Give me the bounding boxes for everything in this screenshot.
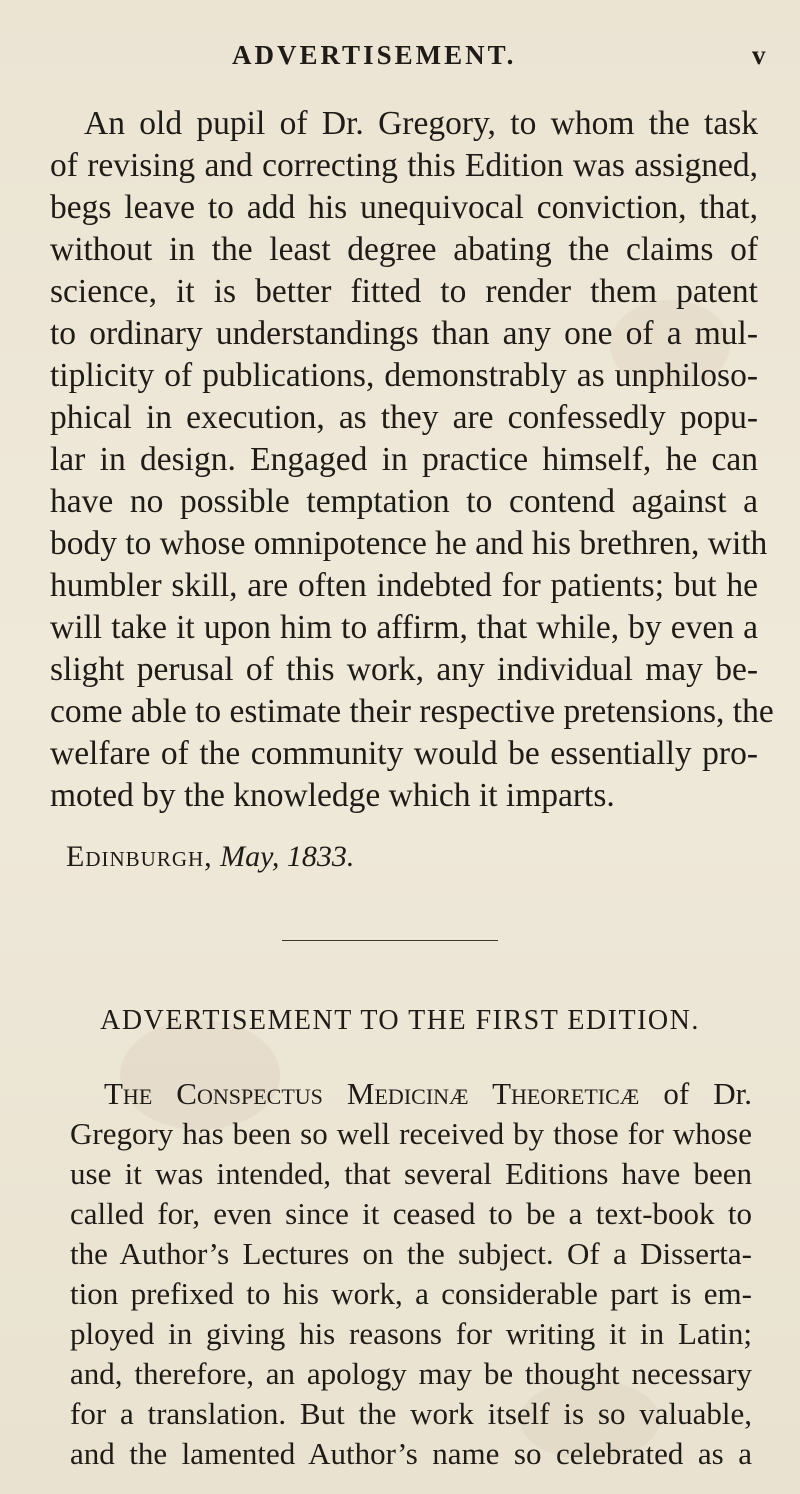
text-line: come able to estimate their respective pretensions, the	[50, 693, 774, 730]
title-tail: of Dr.	[639, 1076, 752, 1111]
text-line: body to whose omnipotence he and his brethren, with	[50, 525, 768, 562]
text-line: have no possible temptation to contend against a	[50, 483, 758, 520]
text-line: tion prefixed to his work, a considerable part is em-	[70, 1276, 752, 1311]
section-divider	[282, 940, 498, 941]
signature-place: Edinburgh,	[66, 840, 213, 873]
text-line: phical in execution, as they are confessedly popu-	[50, 399, 758, 436]
text-line: to ordinary understandings than any one of a mul-	[50, 315, 758, 352]
text-line: and, therefore, an apology may be thought necessary	[70, 1356, 752, 1391]
text-line: will take it upon him to affirm, that while, by even a	[50, 609, 758, 646]
signature-date: May, 1833.	[220, 840, 355, 873]
text-line: use it was intended, that several Editions have been	[70, 1156, 752, 1191]
section-heading: ADVERTISEMENT TO THE FIRST EDITION.	[100, 1005, 700, 1036]
title-words: The Conspectus Medicinæ Theoreticæ	[104, 1076, 640, 1111]
signature-line	[66, 840, 354, 874]
text-line: called for, even since it ceased to be a text-book to	[70, 1196, 752, 1231]
text-line: the Author’s Lectures on the subject. Of a Disserta-	[70, 1236, 752, 1271]
text-line: ployed in giving his reasons for writing it in Latin;	[70, 1316, 752, 1351]
text-line: science, it is better fitted to render them patent	[50, 273, 758, 310]
text-line: Gregory has been so well received by those for whose	[70, 1116, 752, 1151]
text-line: without in the least degree abating the claims of	[50, 231, 758, 268]
text-line	[104, 1074, 752, 1114]
page-number: v	[752, 40, 766, 70]
text-line: moted by the knowledge which it imparts.	[50, 777, 615, 814]
text-line: and the lamented Author’s name so celebrated as a	[70, 1436, 752, 1471]
text-line: humbler skill, are often indebted for patients; but he	[50, 567, 758, 604]
running-head	[0, 40, 800, 80]
text-line: tiplicity of publications, demonstrably as unphiloso-	[50, 357, 758, 394]
running-head-title: ADVERTISEMENT.	[232, 40, 517, 70]
text-line: begs leave to add his unequivocal conviction, that,	[50, 189, 758, 226]
text-line: slight perusal of this work, any individual may be-	[50, 651, 758, 688]
text-line: welfare of the community would be essentially pro-	[50, 735, 758, 772]
text-line: of revising and correcting this Edition was assigned,	[50, 147, 758, 184]
text-line: for a translation. But the work itself is so valuable,	[70, 1396, 752, 1431]
text-line: An old pupil of Dr. Gregory, to whom the task	[84, 105, 758, 142]
text-line: lar in design. Engaged in practice himself, he can	[50, 441, 758, 478]
